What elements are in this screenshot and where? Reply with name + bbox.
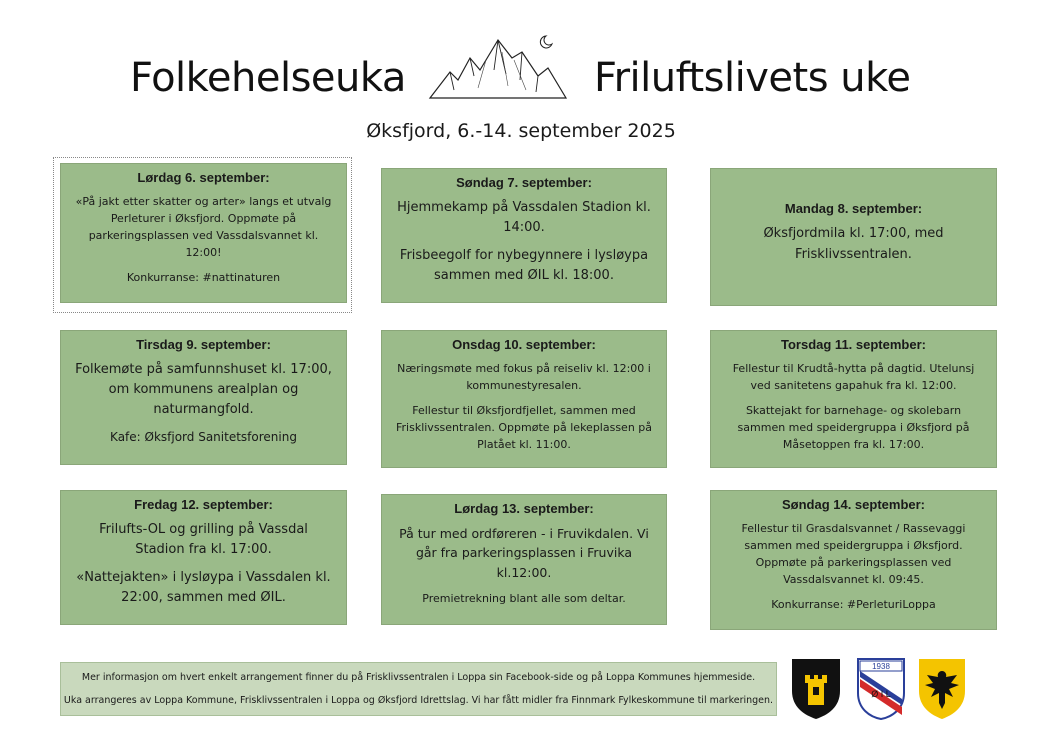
day-text: Øksfjordmila kl. 17:00, med Frisklivssentralen.	[763, 226, 944, 262]
day-card-9	[710, 490, 997, 630]
day-text: Konkurranse: #PerleturiLoppa	[771, 598, 936, 612]
day-text: «På jakt etter skatter og arter» langs et utvalg Perleturer i Øksfjord. Oppmøte på parkeringsplassen ved Vassdalsvannet kl. 12:00!	[75, 195, 332, 260]
footer-info	[60, 662, 777, 716]
day-text: «Nattejakten» i lysløypa i Vassdalen kl. 22:00, sammen med ØIL.	[76, 570, 331, 606]
day-text: Fellestur til Krudtå-hytta på dagtid. Utelunsj ved sanitetens gapahuk fra kl. 12:00.	[732, 362, 975, 393]
day-card-5	[381, 330, 667, 468]
day-card-4	[60, 330, 347, 465]
day-title: Fredag 12. september:	[134, 497, 273, 512]
page-title-right: Friluftslivets uke	[594, 55, 911, 101]
day-text: Premietrekning blant alle som deltar.	[422, 592, 626, 606]
day-text: Fellestur til Øksfjordfjellet, sammen med Frisklivssentralen. Oppmøte på lekeplassen på Platået kl. 11:00.	[395, 404, 653, 452]
day-text: Næringsmøte med fokus på reiseliv kl. 12:00 i kommunestyresalen.	[397, 362, 651, 393]
day-card-2	[381, 168, 667, 303]
day-title: Onsdag 10. september:	[452, 337, 596, 352]
day-text: Hjemmekamp på Vassdalen Stadion kl. 14:00.	[397, 200, 651, 236]
day-title: Lørdag 6. september:	[137, 170, 270, 185]
day-text: Kafe: Øksfjord Sanitetsforening	[110, 430, 297, 445]
day-text: Frilufts-OL og grilling på Vassdal Stadion fra kl. 17:00.	[99, 522, 308, 558]
day-card-7	[60, 490, 347, 625]
day-title: Tirsdag 9. september:	[136, 337, 271, 352]
day-title: Lørdag 13. september:	[454, 501, 594, 516]
oil-year-text: 1938	[872, 662, 890, 671]
day-text: Konkurranse: #nattinaturen	[126, 271, 281, 285]
footer-line-organizers: Uka arrangeres av Loppa Kommune, Frisklivssentralen i Loppa og Øksfjord Idrettslag. Vi har fått midler fra Finnmark Fylkeskommune til markeringen.	[63, 695, 774, 706]
footer-line-info: Mer informasjon om hvert enkelt arrangement finner du på Frisklivssentralen i Loppa sin Facebook-side og på Loppa Kommunes hjemmeside.	[81, 672, 756, 683]
day-card-8	[381, 494, 667, 625]
day-card-3	[710, 168, 997, 306]
day-card-1	[60, 163, 347, 303]
page-title-left: Folkehelseuka	[130, 55, 406, 101]
day-card-6	[710, 330, 997, 468]
day-text: Skattejakt for barnehage- og skolebarn sammen med speidergruppa i Øksfjord på Måsetoppen fra kl. 17:00.	[737, 404, 970, 452]
day-text: Fellestur til Grasdalsvannet / Rassevaggi sammen med speidergruppa i Øksfjord. Oppmøte på parkeringsplassen ved Vassdalsvannet kl. 09:45.	[741, 522, 966, 587]
tower-shield-icon	[790, 657, 842, 721]
day-title: Mandag 8. september:	[784, 201, 923, 217]
day-text: Folkemøte på samfunnshuset kl. 17:00, om kommunens arealplan og naturmangfold.	[75, 362, 332, 418]
day-title: Søndag 14. september:	[781, 497, 926, 512]
mountain-moon-icon	[428, 30, 568, 105]
day-text: Frisbeegolf for nybegynnere i lysløypa sammen med ØIL kl. 18:00.	[399, 248, 649, 284]
day-title: Søndag 7. september:	[456, 175, 592, 190]
eagle-shield-icon	[917, 657, 967, 721]
day-text: På tur med ordføreren - i Fruvikdalen. Vi går fra parkeringsplassen i Fruvika kl.12:00.	[399, 526, 649, 580]
oil-letters-text: Ø I L	[871, 689, 891, 699]
day-title: Torsdag 11. september:	[781, 337, 926, 352]
oil-club-logo	[856, 657, 906, 721]
page-subtitle: Øksfjord, 6.-14. september 2025	[366, 120, 676, 142]
